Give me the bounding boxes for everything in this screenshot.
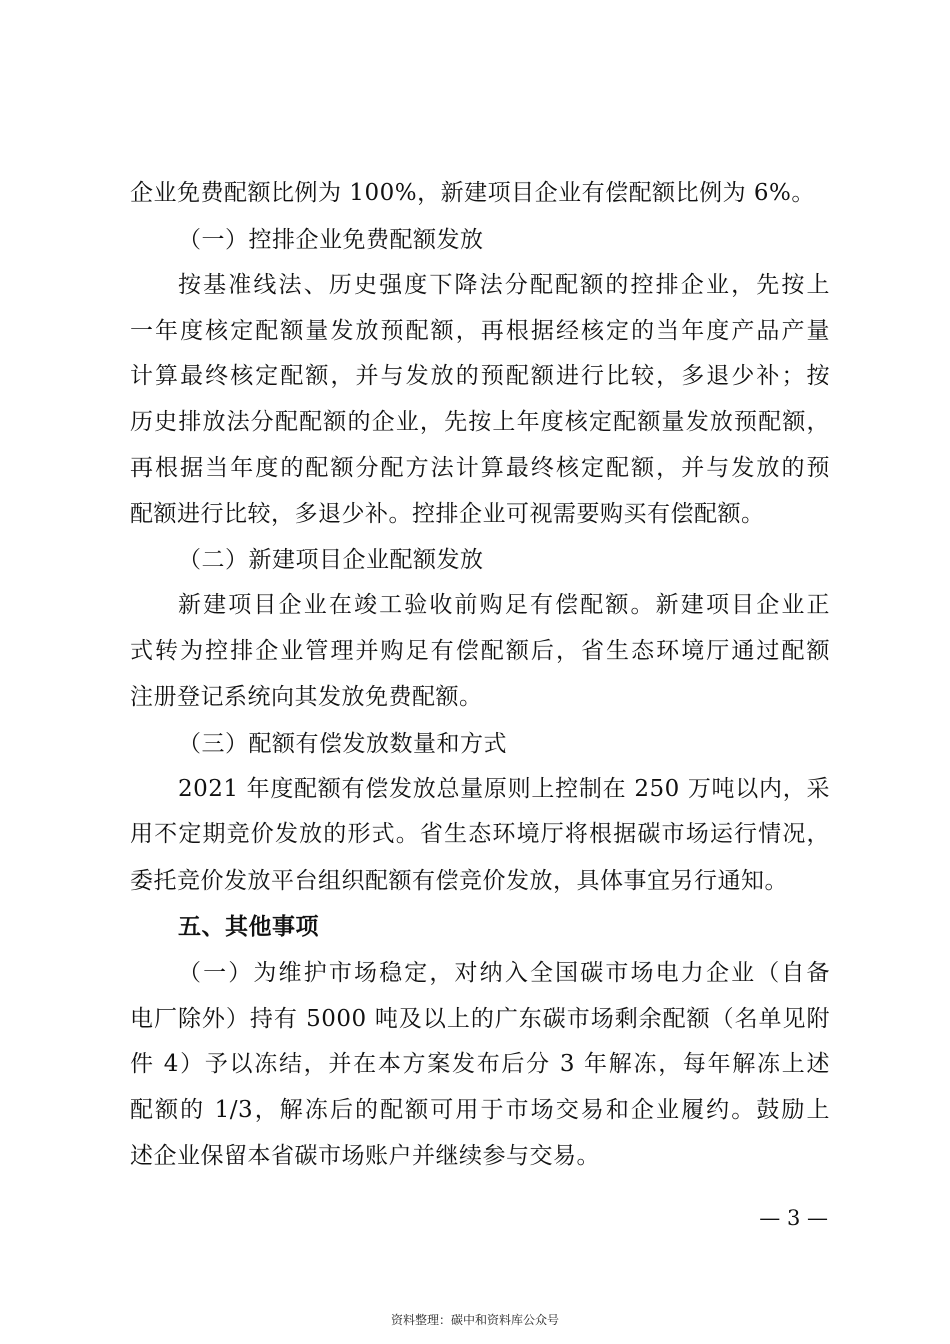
text-line: 按基准线法、历史强度下降法分配配额的控排企业，先按上	[178, 272, 830, 298]
text-line: 历史排放法分配配额的企业，先按上年度核定配额量发放预配额，	[130, 409, 830, 435]
text-line: 计算最终核定配额，并与发放的预配额进行比较，多退少补；按	[130, 363, 830, 389]
text-line: 2021 年度配额有偿发放总量原则上控制在 250 万吨以内，采	[178, 776, 830, 802]
section-heading: （三）配额有偿发放数量和方式	[178, 731, 507, 757]
text-line: 新建项目企业在竣工验收前购足有偿配额。新建项目企业正	[178, 592, 830, 618]
text-line: 委托竞价发放平台组织配额有偿竞价发放，具体事宜另行通知。	[130, 868, 788, 894]
text-line: 一年度核定配额量发放预配额，再根据经核定的当年度产品产量	[130, 318, 830, 344]
text-line: 配额进行比较，多退少补。控排企业可视需要购买有偿配额。	[130, 501, 765, 527]
page-number: — 3 —	[759, 1206, 828, 1230]
section-heading: （二）新建项目企业配额发放	[178, 547, 484, 573]
text-line: 述企业保留本省碳市场账户并继续参与交易。	[130, 1143, 600, 1169]
text-line: 件 4）予以冻结，并在本方案发布后分 3 年解冻，每年解冻上述	[130, 1051, 830, 1077]
text-line: 企业免费配额比例为 100%，新建项目企业有偿配额比例为 6%。	[130, 180, 815, 206]
text-line: （一）为维护市场稳定，对纳入全国碳市场电力企业（自备	[178, 960, 830, 986]
text-line: 用不定期竞价发放的形式。省生态环境厅将根据碳市场运行情况，	[130, 821, 830, 847]
section-heading: （一）控排企业免费配额发放	[178, 227, 484, 253]
footer-credit: 资料整理：碳中和资料库公众号	[390, 1313, 559, 1327]
text-line: 式转为控排企业管理并购足有偿配额后，省生态环境厅通过配额	[130, 638, 830, 664]
text-line: 再根据当年度的配额分配方法计算最终核定配额，并与发放的预	[130, 455, 830, 481]
text-line: 电厂除外）持有 5000 吨及以上的广东碳市场剩余配额（名单见附	[130, 1006, 830, 1032]
main-heading: 五、其他事项	[178, 913, 319, 940]
text-line: 注册登记系统向其发放免费配额。	[130, 684, 483, 710]
text-line: 配额的 1/3，解冻后的配额可用于市场交易和企业履约。鼓励上	[130, 1097, 830, 1123]
